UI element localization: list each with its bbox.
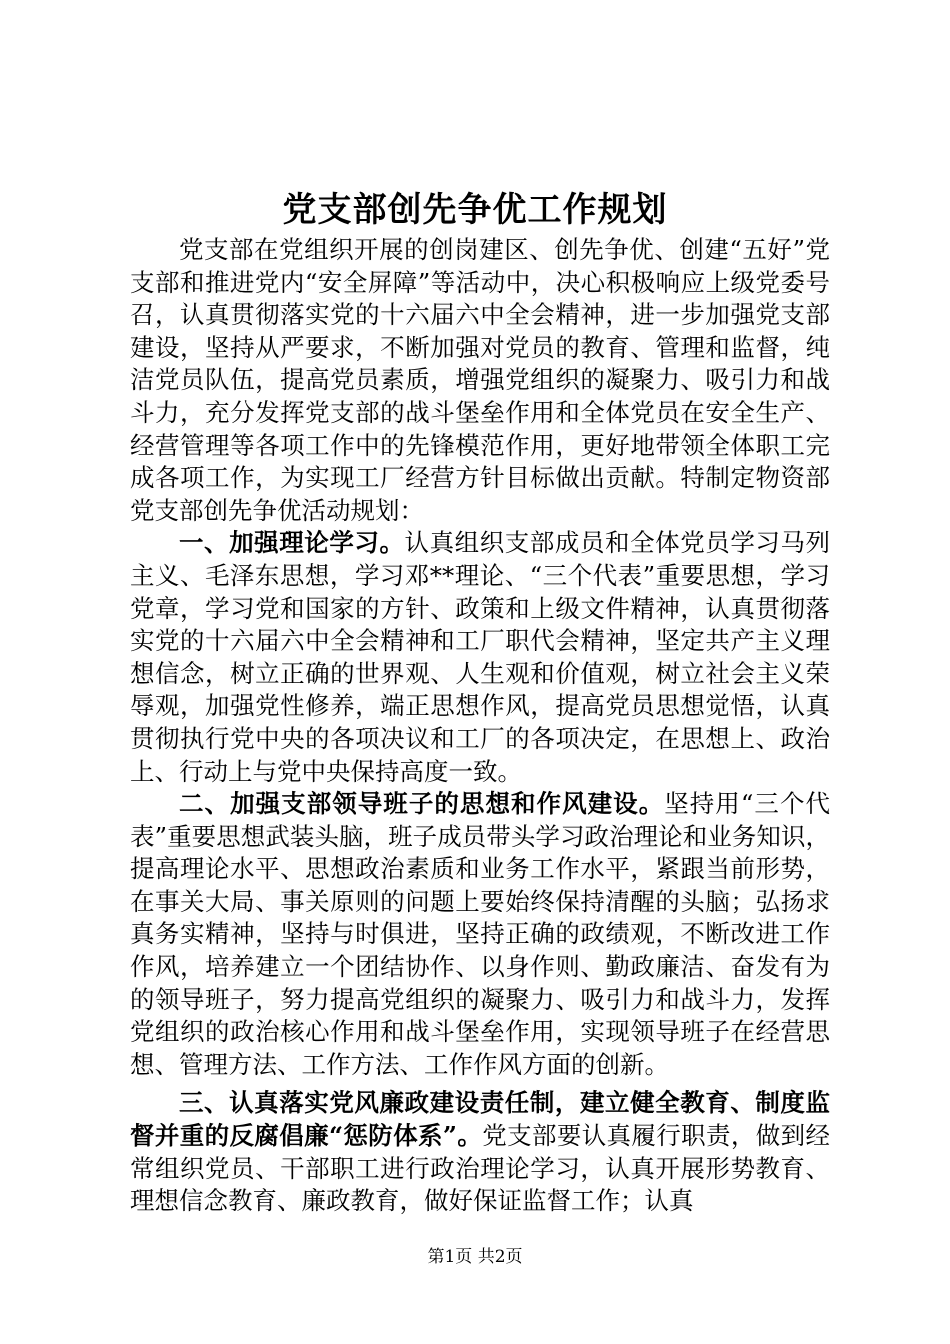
- paragraph-text: 党支部要认真履行职责，做到经常组织党员、干部职工进行政治理论学习，认真开展形势教育、理想信念教育、廉政教育，做好保证监督工作；认真: [130, 1121, 831, 1216]
- paragraph-heading: 二、加强支部领导班子的思想和作风建设。: [179, 789, 665, 819]
- paragraph-intro: [130, 234, 830, 527]
- paragraph-text: 认真组织支部成员和全体党员学习马列主义、毛泽东思想，学习邓**理论、“三个代表”重要思想，学习党章，学习党和国家的方针、政策和上级文件精神，认真贯彻落实党的十六届六中全会精神和工厂职代会精神，坚定共产主义理想信念，树立正确的世界观、人生观和价值观，树立社会主义荣辱观，加强党性修养，端正思想作风，提高党员思想觉悟，认真贯彻执行党中央的各项决议和工厂的各项决定，在思想上、政治上、行动上与党中央保持高度一致。: [130, 528, 831, 786]
- paragraph-section-1: [130, 527, 830, 788]
- page-footer: 第1页 共2页: [427, 1247, 523, 1267]
- paragraph-heading: 三、认真落实党风廉政建设责任制，建立健全教育、制度监督并重的反腐倡廉“惩防体系”。: [130, 1088, 830, 1151]
- document-title: 党支部创先争优工作规划: [282, 190, 668, 230]
- paragraph-text: 党支部在党组织开展的创岗建区、创先争优、创建“五好”党支部和推进党内“安全屏障”等活动中，决心积极响应上级党委号召，认真贯彻落实党的十六届六中全会精神，进一步加强党支部建设，坚持从严要求，不断加强对党员的教育、管理和监督，纯洁党员队伍，提高党员素质，增强党组织的凝聚力、吸引力和战斗力，充分发挥党支部的战斗堡垒作用和全体党员在安全生产、经营管理等各项工作中的先锋模范作用，更好地带领全体职工完成各项工作，为实现工厂经营方针目标做出贡献。特制定物资部党支部创先争优活动规划：: [130, 235, 830, 525]
- paragraph-section-3: [130, 1087, 830, 1217]
- paragraph-heading: 一、加强理论学习。: [179, 528, 405, 558]
- paragraph-text: 坚持用“三个代表”重要思想武装头脑，班子成员带头学习政治理论和业务知识，提高理论水平、思想政治素质和业务工作水平，紧跟当前形势，在事关大局、事关原则的问题上要始终保持清醒的头脑；弘扬求真务实精神，坚持与时俱进，坚持正确的政绩观，不断改进工作作风，培养建立一个团结协作、以身作则、勤政廉洁、奋发有为的领导班子，努力提高党组织的凝聚力、吸引力和战斗力，发挥党组织的政治核心作用和战斗堡垒作用，实现领导班子在经营思想、管理方法、工作方法、工作作风方面的创新。: [130, 789, 830, 1079]
- document-body: [130, 234, 830, 1218]
- paragraph-section-2: [130, 788, 830, 1081]
